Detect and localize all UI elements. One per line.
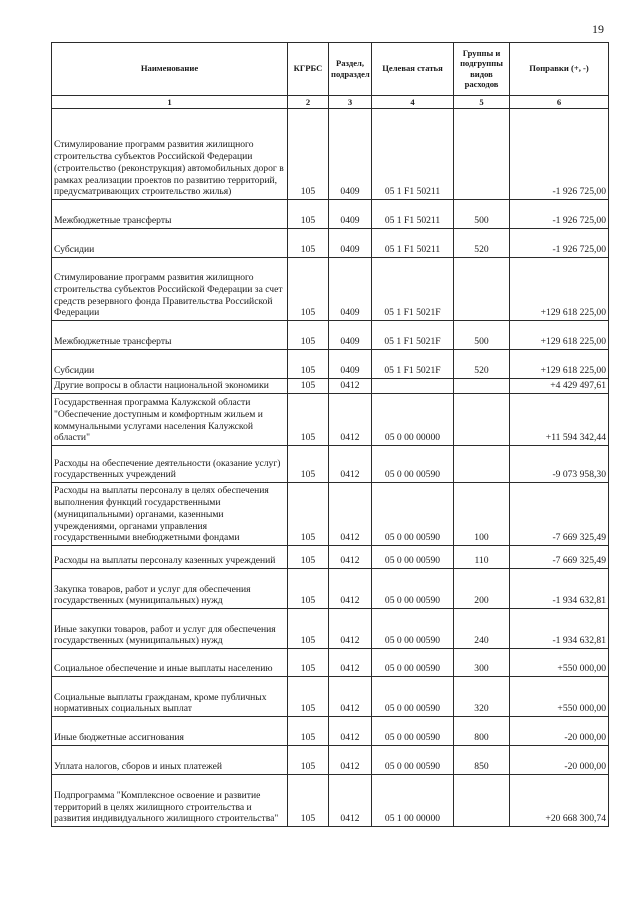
row-kgrbs: 105: [288, 258, 329, 321]
row-name: Уплата налогов, сборов и иных платежей: [52, 746, 288, 775]
table-row: [52, 109, 609, 200]
row-amount: +550 000,00: [510, 677, 609, 717]
row-target-article: 05 1 F1 50211: [372, 200, 454, 229]
row-razdel: 0412: [329, 483, 372, 546]
row-amount: -1 934 632,81: [510, 609, 609, 649]
row-amount: -20 000,00: [510, 746, 609, 775]
row-name: Стимулирование программ развития жилищного строительства субъектов Российской Федерации за счет средств резервного фонда Правительства Российской Федерации: [52, 258, 288, 321]
header-name: Наименование: [52, 43, 288, 96]
column-number: 6: [510, 96, 609, 109]
row-target-article: 05 1 F1 50211: [372, 229, 454, 258]
table-row: [52, 677, 609, 717]
row-kgrbs: 105: [288, 649, 329, 677]
row-expense-group: 520: [454, 350, 510, 379]
table-row: [52, 775, 609, 827]
row-expense-group: [454, 446, 510, 483]
row-target-article: 05 0 00 00590: [372, 569, 454, 609]
table-row: [52, 649, 609, 677]
row-razdel: 0412: [329, 609, 372, 649]
row-target-article: 05 1 F1 50211: [372, 109, 454, 200]
column-number: 3: [329, 96, 372, 109]
header-popravki: Поправки (+, -): [510, 43, 609, 96]
row-target-article: 05 1 00 00000: [372, 775, 454, 827]
row-razdel: 0412: [329, 379, 372, 394]
row-kgrbs: 105: [288, 109, 329, 200]
row-razdel: 0412: [329, 569, 372, 609]
row-amount: -1 926 725,00: [510, 229, 609, 258]
row-expense-group: 200: [454, 569, 510, 609]
header-gruppy: Группы и подгруппы видов расходов: [454, 43, 510, 96]
table-row: [52, 394, 609, 446]
table-row: [52, 350, 609, 379]
row-expense-group: [454, 379, 510, 394]
row-name: Межбюджетные трансферты: [52, 200, 288, 229]
row-name: Субсидии: [52, 229, 288, 258]
row-kgrbs: 105: [288, 775, 329, 827]
row-target-article: 05 0 00 00590: [372, 483, 454, 546]
row-name: Стимулирование программ развития жилищного строительства субъектов Российской Федерации (строительство (реконструкция) автомобильных дорог в рамках реализации проектов по развитию территорий, предусматривающих строительство жилья): [52, 109, 288, 200]
row-amount: +550 000,00: [510, 649, 609, 677]
row-kgrbs: 105: [288, 677, 329, 717]
table-row: [52, 483, 609, 546]
row-kgrbs: 105: [288, 379, 329, 394]
row-expense-group: [454, 775, 510, 827]
row-name: Закупка товаров, работ и услуг для обеспечения государственных (муниципальных) нужд: [52, 569, 288, 609]
column-number: 4: [372, 96, 454, 109]
row-amount: -1 926 725,00: [510, 109, 609, 200]
column-number: 2: [288, 96, 329, 109]
page-number: 19: [592, 22, 604, 36]
table-row: [52, 746, 609, 775]
row-kgrbs: 105: [288, 483, 329, 546]
row-name: Субсидии: [52, 350, 288, 379]
row-kgrbs: 105: [288, 394, 329, 446]
row-name: Иные закупки товаров, работ и услуг для обеспечения государственных (муниципальных) нужд: [52, 609, 288, 649]
table-row: [52, 379, 609, 394]
row-kgrbs: 105: [288, 446, 329, 483]
row-razdel: 0412: [329, 717, 372, 746]
row-razdel: 0412: [329, 649, 372, 677]
row-name: Расходы на выплаты персоналу в целях обеспечения выполнения функций государственными (муниципальными) органами, казенными учреждениями, органами управления государственными внебюджетными фондами: [52, 483, 288, 546]
row-kgrbs: 105: [288, 609, 329, 649]
row-expense-group: 320: [454, 677, 510, 717]
row-name: Государственная программа Калужской области "Обеспечение доступным и комфортным жильем и коммунальными услугами населения Калужской области": [52, 394, 288, 446]
row-kgrbs: 105: [288, 717, 329, 746]
table-row: [52, 321, 609, 350]
row-razdel: 0412: [329, 746, 372, 775]
row-kgrbs: 105: [288, 229, 329, 258]
row-kgrbs: 105: [288, 746, 329, 775]
row-target-article: [372, 379, 454, 394]
row-expense-group: 800: [454, 717, 510, 746]
row-amount: -9 073 958,30: [510, 446, 609, 483]
row-name: Расходы на обеспечение деятельности (оказание услуг) государственных учреждений: [52, 446, 288, 483]
row-amount: +129 618 225,00: [510, 321, 609, 350]
row-expense-group: [454, 109, 510, 200]
table-row: [52, 200, 609, 229]
column-number: 5: [454, 96, 510, 109]
row-expense-group: 240: [454, 609, 510, 649]
row-name: Социальные выплаты гражданам, кроме публичных нормативных социальных выплат: [52, 677, 288, 717]
row-expense-group: 100: [454, 483, 510, 546]
row-expense-group: 300: [454, 649, 510, 677]
row-razdel: 0409: [329, 109, 372, 200]
header-celevaya: Целевая статья: [372, 43, 454, 96]
row-target-article: 05 1 F1 5021F: [372, 321, 454, 350]
row-expense-group: 500: [454, 200, 510, 229]
row-name: Иные бюджетные ассигнования: [52, 717, 288, 746]
table-row: [52, 229, 609, 258]
row-target-article: 05 0 00 00590: [372, 546, 454, 569]
row-name: Социальное обеспечение и иные выплаты населению: [52, 649, 288, 677]
header-razdel: Раздел, подраздел: [329, 43, 372, 96]
row-amount: +11 594 342,44: [510, 394, 609, 446]
row-name: Расходы на выплаты персоналу казенных учреждений: [52, 546, 288, 569]
table-row: [52, 258, 609, 321]
row-target-article: 05 0 00 00590: [372, 649, 454, 677]
row-amount: -7 669 325,49: [510, 483, 609, 546]
row-expense-group: 520: [454, 229, 510, 258]
row-amount: +20 668 300,74: [510, 775, 609, 827]
row-expense-group: [454, 394, 510, 446]
row-expense-group: [454, 258, 510, 321]
row-razdel: 0409: [329, 350, 372, 379]
row-target-article: 05 0 00 00590: [372, 446, 454, 483]
table-header-row: [52, 43, 609, 96]
row-kgrbs: 105: [288, 569, 329, 609]
table-row: [52, 446, 609, 483]
row-target-article: 05 1 F1 5021F: [372, 350, 454, 379]
row-kgrbs: 105: [288, 546, 329, 569]
row-target-article: 05 0 00 00590: [372, 677, 454, 717]
row-amount: +129 618 225,00: [510, 258, 609, 321]
row-target-article: 05 0 00 00590: [372, 609, 454, 649]
row-amount: +129 618 225,00: [510, 350, 609, 379]
row-name: Подпрограмма "Комплексное освоение и развитие территорий в целях жилищного строительства и развития индивидуального жилищного строительства": [52, 775, 288, 827]
row-razdel: 0409: [329, 229, 372, 258]
row-amount: -20 000,00: [510, 717, 609, 746]
row-target-article: 05 0 00 00590: [372, 717, 454, 746]
row-target-article: 05 0 00 00590: [372, 746, 454, 775]
row-expense-group: 110: [454, 546, 510, 569]
table-body: [52, 109, 609, 827]
row-target-article: 05 0 00 00000: [372, 394, 454, 446]
header-kgrbs: КГРБС: [288, 43, 329, 96]
column-number: 1: [52, 96, 288, 109]
table-row: [52, 609, 609, 649]
row-razdel: 0412: [329, 546, 372, 569]
column-number-row: [52, 96, 609, 109]
row-target-article: 05 1 F1 5021F: [372, 258, 454, 321]
row-razdel: 0412: [329, 677, 372, 717]
row-razdel: 0412: [329, 775, 372, 827]
row-razdel: 0409: [329, 200, 372, 229]
row-kgrbs: 105: [288, 321, 329, 350]
row-amount: -1 934 632,81: [510, 569, 609, 609]
row-razdel: 0412: [329, 446, 372, 483]
row-amount: -7 669 325,49: [510, 546, 609, 569]
row-expense-group: 850: [454, 746, 510, 775]
row-kgrbs: 105: [288, 350, 329, 379]
row-kgrbs: 105: [288, 200, 329, 229]
table-row: [52, 546, 609, 569]
table-row: [52, 569, 609, 609]
row-razdel: 0409: [329, 258, 372, 321]
row-amount: -1 926 725,00: [510, 200, 609, 229]
row-razdel: 0409: [329, 321, 372, 350]
row-amount: +4 429 497,61: [510, 379, 609, 394]
row-expense-group: 500: [454, 321, 510, 350]
row-name: Другие вопросы в области национальной экономики: [52, 379, 288, 394]
row-name: Межбюджетные трансферты: [52, 321, 288, 350]
budget-amendments-table: [51, 42, 609, 827]
table-row: [52, 717, 609, 746]
row-razdel: 0412: [329, 394, 372, 446]
